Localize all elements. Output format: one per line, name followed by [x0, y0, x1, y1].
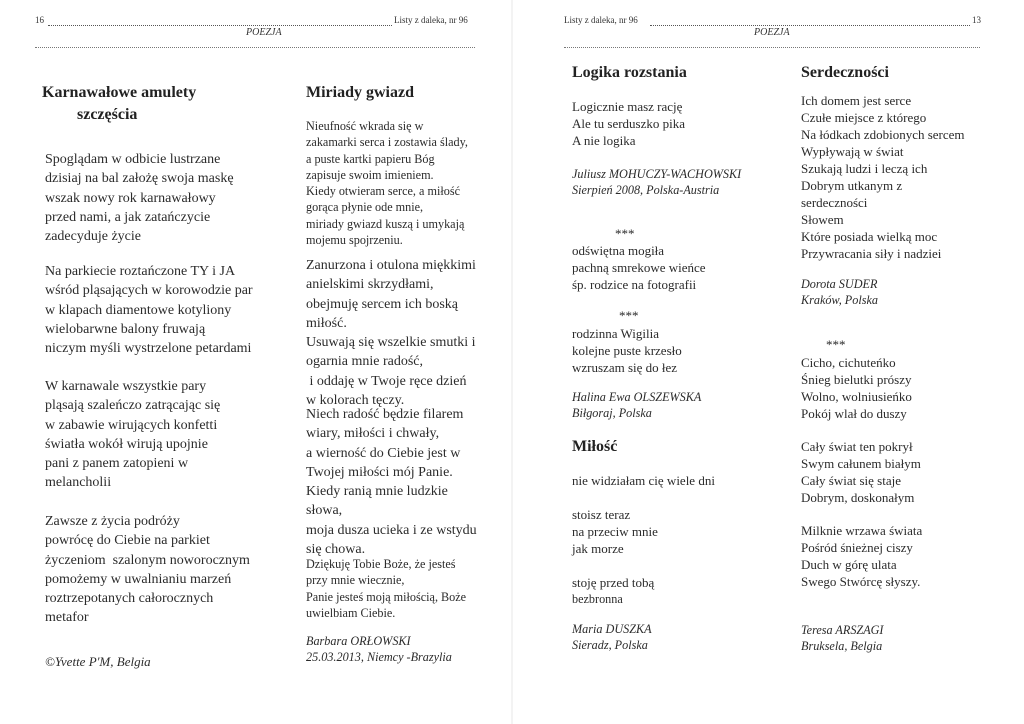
- poem-author: Dorota SUDER Kraków, Polska: [801, 277, 878, 308]
- poem-stanza: Ich domem jest serce Czułe miejsce z którego Na łódkach zdobionych sercem Wypływają w świat Szukają ludzi i leczą ich Dobrym utkanym z serdeczności Słowem Które posiada wielką moc Przywracania siły i nadziei: [801, 93, 965, 261]
- left-running-title: Listy z daleka, nr 96: [394, 15, 468, 25]
- poem-title-karnawalowe-amulety-line2: szczęścia: [77, 106, 138, 123]
- poem-stanza: Na parkiecie roztańczone TY i JA wśród pląsających w korowodzie par w klapach diamentowe kotyliony wielobarwne balony fruwają niczym myśli wystrzelone petardami: [45, 264, 253, 357]
- poem-stanza: Cicho, cichuteńko Śnieg bielutki prószy Wolno, wolniusieńko Pokój wlał do duszy: [801, 355, 912, 421]
- poem-stanza: stoję przed tobą: [572, 575, 655, 590]
- poem-stanza: rodzinna Wigilia kolejne puste krzesło wzruszam się do łez: [572, 326, 682, 375]
- poem-title-milosc: Miłość: [572, 438, 618, 455]
- left-page-number: 16: [35, 15, 44, 25]
- poem-author: Maria DUSZKA Sieradz, Polska: [572, 622, 652, 653]
- poem-title-serdecznosci: Serdeczności: [801, 64, 889, 81]
- header-leader-dots: [650, 25, 970, 26]
- poem-stanza: Cały świat ten pokrył Swym całunem białym Cały świat się staje Dobrym, doskonałym: [801, 439, 921, 505]
- poem-stanza: Nieufność wkrada się w zakamarki serca i zostawia ślady, a puste kartki papieru Bóg zapisuje swoim imieniem. Kiedy otwieram serce, a miłość gorąca płynie ode mnie, miriady gwiazd kuszą i umykają mojemu spojrzeniu.: [306, 119, 468, 248]
- poem-stanza: Niech radość będzie filarem wiary, miłości i chwały, a wierność do Ciebie jest w Twojej miłości mój Panie. Kiedy ranią mnie ludzkie słowa, moja dusza ucieka i ze wstydu się chowa.: [306, 407, 477, 558]
- poem-stanza: Zawsze z życia podróży powrócę do Ciebie na parkiet życzeniom szalonym noworocznym pomożemy w uwalnianiu marzeń roztrzepotanych całorocznych metafor: [45, 514, 250, 626]
- poem-stanza: Dziękuję Tobie Boże, że jesteś przy mnie wiecznie, Panie jesteś moją miłością, Boże uwielbiam Ciebie.: [306, 557, 467, 620]
- poem-author: Teresa ARSZAGI Bruksela, Belgia: [801, 623, 884, 654]
- poem-title-miriady-gwiazd: Miriady gwiazd: [306, 84, 414, 101]
- stars-separator: ***: [619, 308, 639, 323]
- poem-author: Barbara ORŁOWSKI 25.03.2013, Niemcy -Brazylia: [306, 634, 452, 665]
- left-header-rule: [35, 47, 475, 48]
- poem-author: Halina Ewa OLSZEWSKA Biłgoraj, Polska: [572, 390, 702, 421]
- header-leader-dots: [48, 25, 392, 26]
- right-section-label: POEZJA: [754, 27, 790, 38]
- right-header-rule: [564, 47, 980, 48]
- left-section-label: POEZJA: [246, 27, 282, 38]
- stars-separator: ***: [615, 226, 635, 241]
- poem-title-karnawalowe-amulety: Karnawałowe amulety: [42, 84, 197, 101]
- right-page-number: 13: [972, 15, 981, 25]
- poem-stanza: Milknie wrzawa świata Pośród śnieżnej ciszy Duch w górę ulata Swego Stwórcę słyszy.: [801, 523, 923, 589]
- poem-stanza: odświętna mogiła pachną smrekowe wieńce śp. rodzice na fotografii: [572, 243, 706, 292]
- stars-separator: ***: [826, 337, 846, 352]
- poem-author: Juliusz MOHUCZY-WACHOWSKI Sierpień 2008, Polska-Austria: [572, 167, 742, 198]
- right-running-title: Listy z daleka, nr 96: [564, 15, 638, 25]
- poem-author: ©Yvette P'M, Belgia: [45, 654, 151, 669]
- poem-last-line: bezbronna: [572, 592, 623, 606]
- poem-stanza: Spoglądam w odbicie lustrzane dzisiaj na bal założę swoja maskę wszak nowy rok karnawałowy przed nami, a jak zatańczycie zadecyduje życie: [45, 152, 234, 245]
- poem-stanza: nie widziałam cię wiele dni: [572, 473, 715, 488]
- poem-stanza: Zanurzona i otulona miękkimi anielskimi skrzydłami, obejmuję sercem ich boską miłość. Usuwają się wszelkie smutki i ogarnia mnie radość, i oddaję w Twoje ręce dzień w kolorach tęczy.: [306, 258, 476, 409]
- page-gutter: [511, 0, 513, 724]
- poem-stanza: Logicznie masz rację Ale tu serduszko pika A nie logika: [572, 99, 686, 148]
- poem-stanza: W karnawale wszystkie pary pląsają szaleńczo zatrącając się w zabawie wirujących konfetti światła wokół wirują upojnie pani z panem zatopieni w melancholii: [45, 379, 221, 491]
- poem-title-logika-rozstania: Logika rozstania: [572, 64, 687, 81]
- poem-stanza: stoisz teraz na przeciw mnie jak morze: [572, 507, 658, 556]
